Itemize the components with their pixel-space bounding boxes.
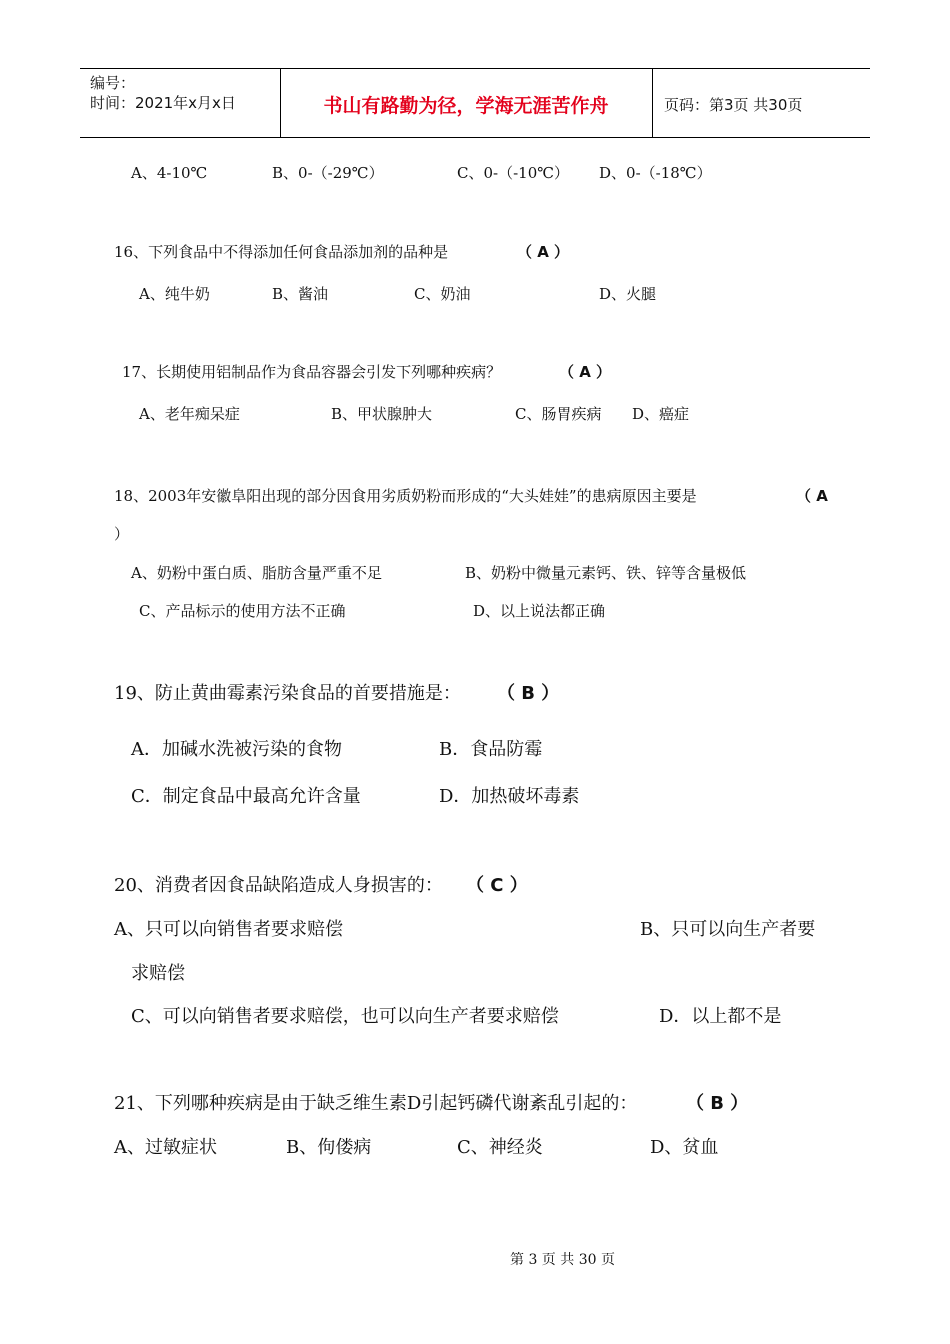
q16-answer: （ A ） xyxy=(517,243,570,261)
q19-answer: （ B ） xyxy=(497,683,560,704)
q21-answer: （ B ） xyxy=(686,1093,749,1114)
q17-option-c: C、肠胃疾病 xyxy=(515,405,602,423)
q16-option-b: B、酱油 xyxy=(272,285,329,303)
q20-option-d: D．以上都不是 xyxy=(659,1006,782,1027)
q21-option-b: B、佝偻病 xyxy=(286,1137,372,1158)
header-divider xyxy=(652,69,653,137)
q20-option-a: A、只可以向销售者要求赔偿 xyxy=(114,919,343,940)
q16-option-c: C、奶油 xyxy=(414,285,471,303)
q19-option-c: C．制定食品中最高允许含量 xyxy=(131,786,361,807)
q16-option-a: A、纯牛奶 xyxy=(139,285,210,303)
q19-stem: 19、防止黄曲霉素污染食品的首要措施是： xyxy=(114,683,461,704)
q18-option-d: D、以上说法都正确 xyxy=(473,602,606,620)
q17-option-a: A、老年痴呆症 xyxy=(139,405,240,423)
q20-option-c: C、可以向销售者要求赔偿，也可以向生产者要求赔偿 xyxy=(131,1006,559,1027)
q16-stem: 16、下列食品中不得添加任何食品添加剂的品种是 xyxy=(114,243,449,261)
q17-option-b: B、甲状腺肿大 xyxy=(331,405,433,423)
q17-option-d: D、癌症 xyxy=(632,405,690,423)
q15-option-b: B、0-（-29℃） xyxy=(272,164,384,182)
q20-answer: （ C ） xyxy=(466,875,528,896)
date-label: 时间：2021年x月x日 xyxy=(90,94,236,112)
q18-option-a: A、奶粉中蛋白质、脂肪含量严重不足 xyxy=(131,564,382,582)
q15-option-a: A、4-10℃ xyxy=(131,164,208,182)
q18-option-c: C、产品标示的使用方法不正确 xyxy=(139,602,346,620)
q17-stem: 17、长期使用铝制品作为食品容器会引发下列哪种疾病？ xyxy=(122,363,502,381)
page-footer: 第 3 页 共 30 页 xyxy=(510,1252,615,1268)
page-label: 页码：第3页 共30页 xyxy=(664,96,803,114)
motto: 书山有路勤为径，学海无涯苦作舟 xyxy=(323,95,609,117)
q21-option-d: D、贫血 xyxy=(650,1137,719,1158)
q21-option-c: C、神经炎 xyxy=(457,1137,543,1158)
q18-answer-close: ） xyxy=(114,525,130,543)
q15-option-d: D、0-（-18℃） xyxy=(599,164,712,182)
q20-option-b-continued: 求赔偿 xyxy=(131,963,185,984)
q18-answer: （ A xyxy=(796,487,828,505)
number-label: 编号： xyxy=(90,74,136,92)
q20-option-b: B、只可以向生产者要 xyxy=(640,919,816,940)
q18-stem: 18、2003年安徽阜阳出现的部分因食用劣质奶粉而形成的“大头娃娃”的患病原因主要是 xyxy=(114,487,697,505)
q15-option-c: C、0-（-10℃） xyxy=(457,164,570,182)
q19-option-a: A．加碱水洗被污染的食物 xyxy=(131,739,342,760)
document-header xyxy=(80,68,870,138)
q17-answer: （ A ） xyxy=(559,363,612,381)
q18-option-b: B、奶粉中微量元素钙、铁、锌等含量极低 xyxy=(465,564,747,582)
q16-option-d: D、火腿 xyxy=(599,285,657,303)
q21-stem: 21、下列哪种疾病是由于缺乏维生素D引起钙磷代谢紊乱引起的： xyxy=(114,1093,638,1114)
q21-option-a: A、过敏症状 xyxy=(114,1137,217,1158)
q19-option-d: D．加热破坏毒素 xyxy=(439,786,580,807)
q19-option-b: B．食品防霉 xyxy=(439,739,543,760)
q20-stem: 20、消费者因食品缺陷造成人身损害的： xyxy=(114,875,443,896)
